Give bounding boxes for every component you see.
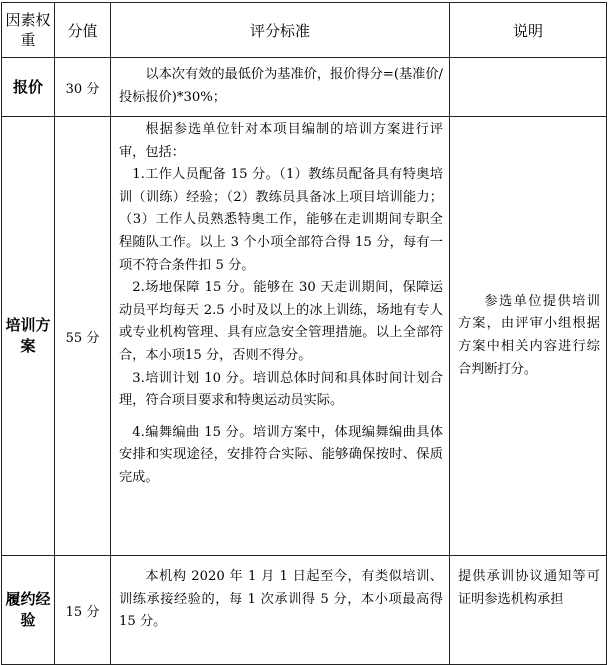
points-cell: 15 分 xyxy=(55,556,111,665)
criteria-cell xyxy=(111,58,450,117)
criteria-paragraph: 2.场地保障 15 分。能够在 30 天走训期间，保障运动员平均每天 2.5 小时及以上的冰上训练，场地有专人或专业机构管理、具有应急安全管理措施。以上全部符合，本小项15 分，否则不得分。 xyxy=(119,280,443,363)
criteria-paragraph: 以本次有效的最低价为基准价，报价得分=(基准价/投标报价)*30%； xyxy=(119,67,443,105)
criteria-paragraph: 1.工作人员配备 15 分。（1）教练员配备具有特奥培训（训练）经验；（2）教练员具备冰上项目培训能力；（3）工作人员熟悉特奥工作，能够在走训期间专职全程随队工作。以上 3 个小项全部符合得 15 分，每有一项不符合条件扣 5 分。 xyxy=(119,167,443,273)
scoring-table xyxy=(1,2,607,665)
factor-cell: 报价 xyxy=(2,58,55,117)
factor-cell: 履约经验 xyxy=(2,556,55,665)
note-paragraph: 提供承训协议通知等可证明参选机构承担 xyxy=(458,569,600,607)
criteria-cell xyxy=(111,556,450,665)
header-factor: 因素权重 xyxy=(2,3,55,58)
criteria-paragraph: 本机构 2020 年 1 月 1 日起至今，有类似培训、训练承接经验的，每 1 次承训得 5 分，本小项最高得 15 分。 xyxy=(119,569,443,630)
header-criteria: 评分标准 xyxy=(111,3,450,58)
criteria-paragraph: 根据参选单位针对本项目编制的培训方案进行评审，包括： xyxy=(119,122,443,160)
note-cell xyxy=(450,556,607,665)
points-cell: 30 分 xyxy=(55,58,111,117)
header-points: 分值 xyxy=(55,3,111,58)
table-row-price xyxy=(2,58,607,117)
table-row-experience xyxy=(2,556,607,665)
note-cell xyxy=(450,58,607,117)
note-cell xyxy=(450,117,607,556)
note-paragraph: 参选单位提供培训方案，由评审小组根据方案中相关内容进行综合判断打分。 xyxy=(458,293,600,377)
criteria-paragraph: 3.培训计划 10 分。培训总体时间和具体时间计划合理，符合项目要求和特奥运动员实际。 xyxy=(119,370,443,409)
header-row xyxy=(2,3,607,58)
criteria-paragraph: 4.编舞编曲 15 分。培训方案中，体现编舞编曲具体安排和实现途径，安排符合实际、能够确保按时、保质完成。 xyxy=(119,424,443,485)
points-cell: 55 分 xyxy=(55,117,111,556)
factor-cell: 培训方案 xyxy=(2,117,55,556)
criteria-cell xyxy=(111,117,450,556)
header-note: 说明 xyxy=(450,3,607,58)
table-row-training xyxy=(2,117,607,556)
